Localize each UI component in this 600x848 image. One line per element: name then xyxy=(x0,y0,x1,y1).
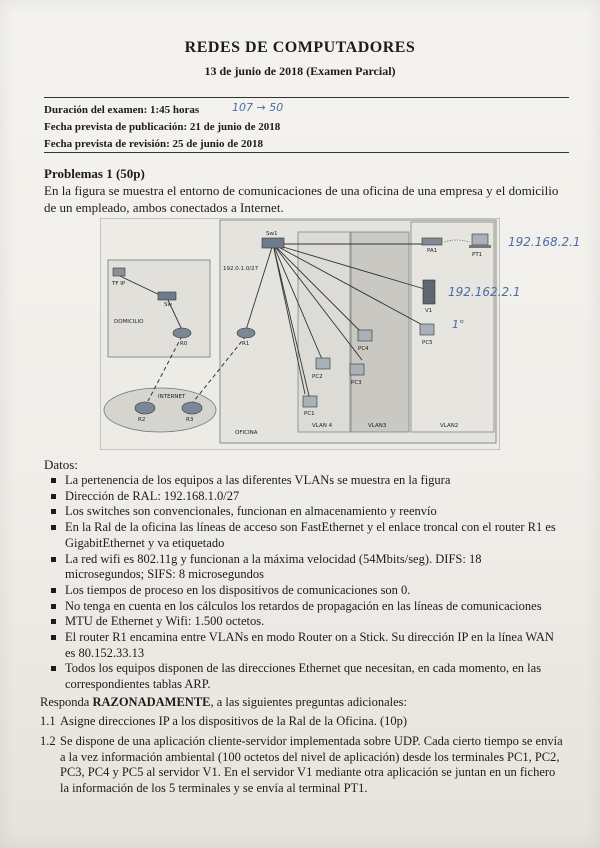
label-pt1: PT1 xyxy=(472,252,483,258)
datos-item: Todos los equipos disponen de las direcciones Ethernet que necesitan, en cada momento, en las correspondientes tablas ARP. xyxy=(48,661,563,692)
switch-home-icon xyxy=(158,292,176,300)
question-text: Asigne direcciones IP a los dispositivos de la Ral de la Oficina. (10p) xyxy=(60,714,408,728)
handwritten-v1-ip: 192.162.2.1 xyxy=(448,285,521,299)
tf-ip-phone-icon xyxy=(113,268,125,276)
exam-date: 13 de junio de 2018 (Examen Parcial) xyxy=(204,64,396,78)
network-diagram xyxy=(100,218,500,450)
label-pc2: PC2 xyxy=(312,374,323,380)
label-tf-ip: TF IP xyxy=(112,281,126,287)
label-r2: R2 xyxy=(138,417,146,423)
responda-prefix: Responda xyxy=(40,695,93,709)
datos-item: Dirección de RAL: 192.168.1.0/27 xyxy=(48,489,563,505)
server-v1-icon xyxy=(423,280,435,304)
question-1-1 xyxy=(40,714,565,730)
datos-item: La pertenencia de los equipos a las diferentes VLANs se muestra en la figura xyxy=(48,473,563,489)
question-text: Se dispone de una aplicación cliente-servidor implementada sobre UDP. Cada cierto tiempo se envía a la vez información ambiental (100 octetos del nivel de aplicación) desde los terminales PC1, PC2, PC3, PC4 y PC5 al servidor V1. En el servidor V1 mediante otra aplicación se juntan en un fichero la información de los 5 terminales y se envía al terminal PT1. xyxy=(60,734,563,795)
exam-duration: Duración del examen: 1:45 horas xyxy=(44,104,200,116)
datos-item: El router R1 encamina entre VLANs en modo Router on a Stick. Su dirección IP en la línea WAN es 80.152.33.13 xyxy=(48,630,563,661)
revision-date: Fecha prevista de revisión: 25 de junio de 2018 xyxy=(44,138,263,150)
handwritten-pc5-note: 1° xyxy=(452,318,465,331)
handwritten-pt1-ip: 192.168.2.1 xyxy=(508,235,581,249)
datos-label: Datos: xyxy=(44,457,78,472)
laptop-pt1-icon xyxy=(469,234,491,248)
pc5-icon xyxy=(420,324,434,335)
access-point-pa1-icon xyxy=(422,238,442,245)
question-number: 1.1 xyxy=(40,714,56,728)
router-r1-icon xyxy=(237,328,255,338)
label-pa1: PA1 xyxy=(427,248,438,254)
divider xyxy=(44,152,569,153)
router-r3-icon xyxy=(182,402,202,414)
label-sw1: Sw1 xyxy=(266,231,278,237)
datos-item: MTU de Ethernet y Wifi: 1.500 octetos. xyxy=(48,614,563,630)
handwritten-duration-note: 107 → 50 xyxy=(232,101,284,114)
label-pc1: PC1 xyxy=(304,411,315,417)
label-internet: INTERNET xyxy=(158,394,186,400)
label-vlan2: VLAN2 xyxy=(440,423,459,429)
label-sw-home: Sw xyxy=(164,302,172,308)
responda-suffix: , a las siguientes preguntas adicionales: xyxy=(210,695,407,709)
divider xyxy=(44,97,569,98)
pc2-icon xyxy=(316,358,330,369)
datos-item: En la Ral de la oficina las líneas de acceso son FastEthernet y el enlace troncal con el router R1 es GigabitEthernet y va etiquetado xyxy=(48,520,563,551)
label-pc4: PC4 xyxy=(358,346,369,352)
switch-sw1-icon xyxy=(262,238,284,248)
exam-title: REDES DE COMPUTADORES xyxy=(184,39,416,56)
pc4-icon xyxy=(358,330,372,341)
publication-date: Fecha prevista de publicación: 21 de junio de 2018 xyxy=(44,121,281,133)
label-address: 192.0.1.0/27 xyxy=(223,266,259,272)
label-domicilio: DOMICILIO xyxy=(114,319,144,325)
datos-item: Los switches son convencionales, funcionan en almacenamiento y reenvío xyxy=(48,504,563,520)
label-pc3: PC3 xyxy=(351,380,362,386)
responda-line xyxy=(40,695,407,710)
responda-bold: RAZONADAMENTE xyxy=(92,695,211,709)
label-v1: V1 xyxy=(425,308,433,314)
label-r1: R1 xyxy=(242,341,250,347)
router-r0-icon xyxy=(173,328,191,338)
label-vlan3: VLAN3 xyxy=(368,423,387,429)
datos-item: La red wifi es 802.11g y funcionan a la máxima velocidad (54Mbits/seg). DIFS: 18 microsegundos; SIFS: 8 microsegundos xyxy=(48,552,563,583)
question-number: 1.2 xyxy=(40,734,56,748)
datos-item: No tenga en cuenta en los cálculos los retardos de propagación en las líneas de comunicaciones xyxy=(48,599,563,615)
pc1-icon xyxy=(303,396,317,407)
problem-heading: Problemas 1 (50p) xyxy=(44,166,145,181)
label-oficina: OFICINA xyxy=(235,430,258,436)
label-pc5: PC5 xyxy=(422,340,433,346)
label-r0: R0 xyxy=(180,341,188,347)
label-r3: R3 xyxy=(186,417,194,423)
router-r2-icon xyxy=(135,402,155,414)
problem-intro: En la figura se muestra el entorno de comunicaciones de una oficina de una empresa y el domicilio de un empleado, ambos conectados a Internet. xyxy=(44,183,559,215)
datos-item: Los tiempos de proceso en los dispositivos de comunicaciones son 0. xyxy=(48,583,563,599)
datos-list xyxy=(48,473,563,693)
label-vlan4: VLAN 4 xyxy=(312,423,333,429)
question-1-2 xyxy=(40,734,565,796)
pc3-icon xyxy=(350,364,364,375)
